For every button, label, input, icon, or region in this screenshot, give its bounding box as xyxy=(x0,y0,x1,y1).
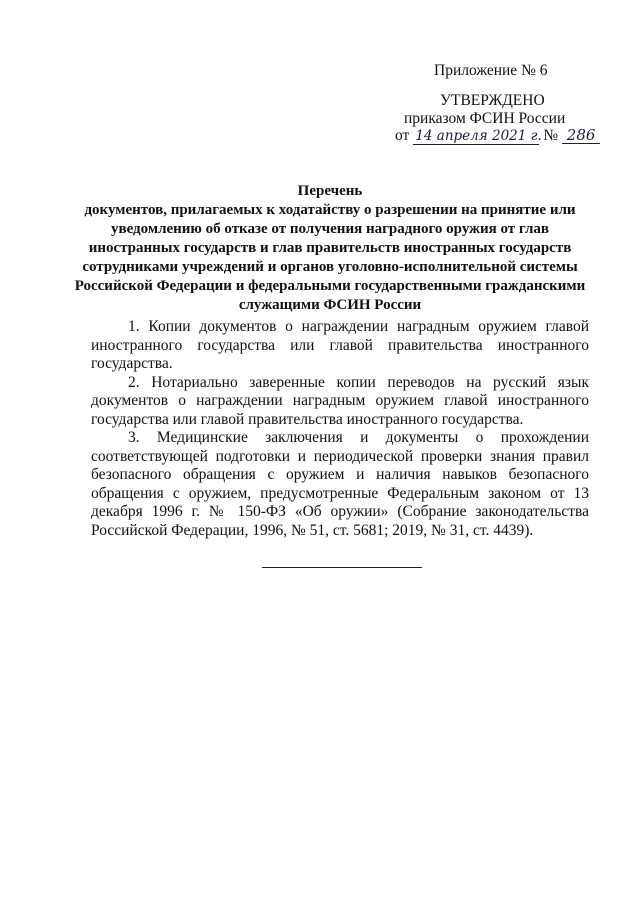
list-item: 3. Медицинские заключения и документы о прохождении соответствующей подготовки и периодической проверки знания правил безопасного обращения с оружием и наличия навыков безопасного обращения с оружием, предусмотренные Федеральным законом от 13 декабря 1996 г. № 150-ФЗ «Об оружии» (Собрание законодательства Российской Федерации, 1996, № 51, ст. 5681; 2019, № 31, ст. 4439). xyxy=(91,429,589,539)
list-item: 1. Копии документов о награждении наградным оружием главой иностранного государства или главой правительства иностранного государства. xyxy=(91,318,589,372)
appendix-label: Приложение № 6 xyxy=(434,62,548,79)
handwritten-order-number: 286 xyxy=(562,128,600,144)
list-item: 2. Нотариально заверенные копии переводов на русский язык документов о награждении наградным оружием главой иностранного государства или главой правительства иностранного государства. xyxy=(91,373,589,428)
title-main: Перечень xyxy=(297,183,363,199)
order-reference: приказом ФСИН России xyxy=(404,110,566,127)
order-date-line xyxy=(395,127,600,145)
approved-stamp-label: УТВЕРЖДЕНО xyxy=(440,92,545,109)
end-divider xyxy=(262,567,422,568)
date-prefix: от xyxy=(395,127,410,144)
handwritten-date: 14 апреля 2021 г. xyxy=(415,128,542,144)
document-title xyxy=(70,182,590,315)
document-list xyxy=(91,318,589,540)
number-prefix: № xyxy=(543,127,559,144)
title-subtitle: документов, прилагаемых к ходатайству о разрешении на принятие или уведомлению об отказе от получения наградного оружия от глав иностранных государств и глав правительств иностранных государств сотрудниками учреждений и органов уголовно-исполнительной системы Российской Федерации и федеральными государственными гражданскими служащими ФСИН России xyxy=(74,202,586,313)
